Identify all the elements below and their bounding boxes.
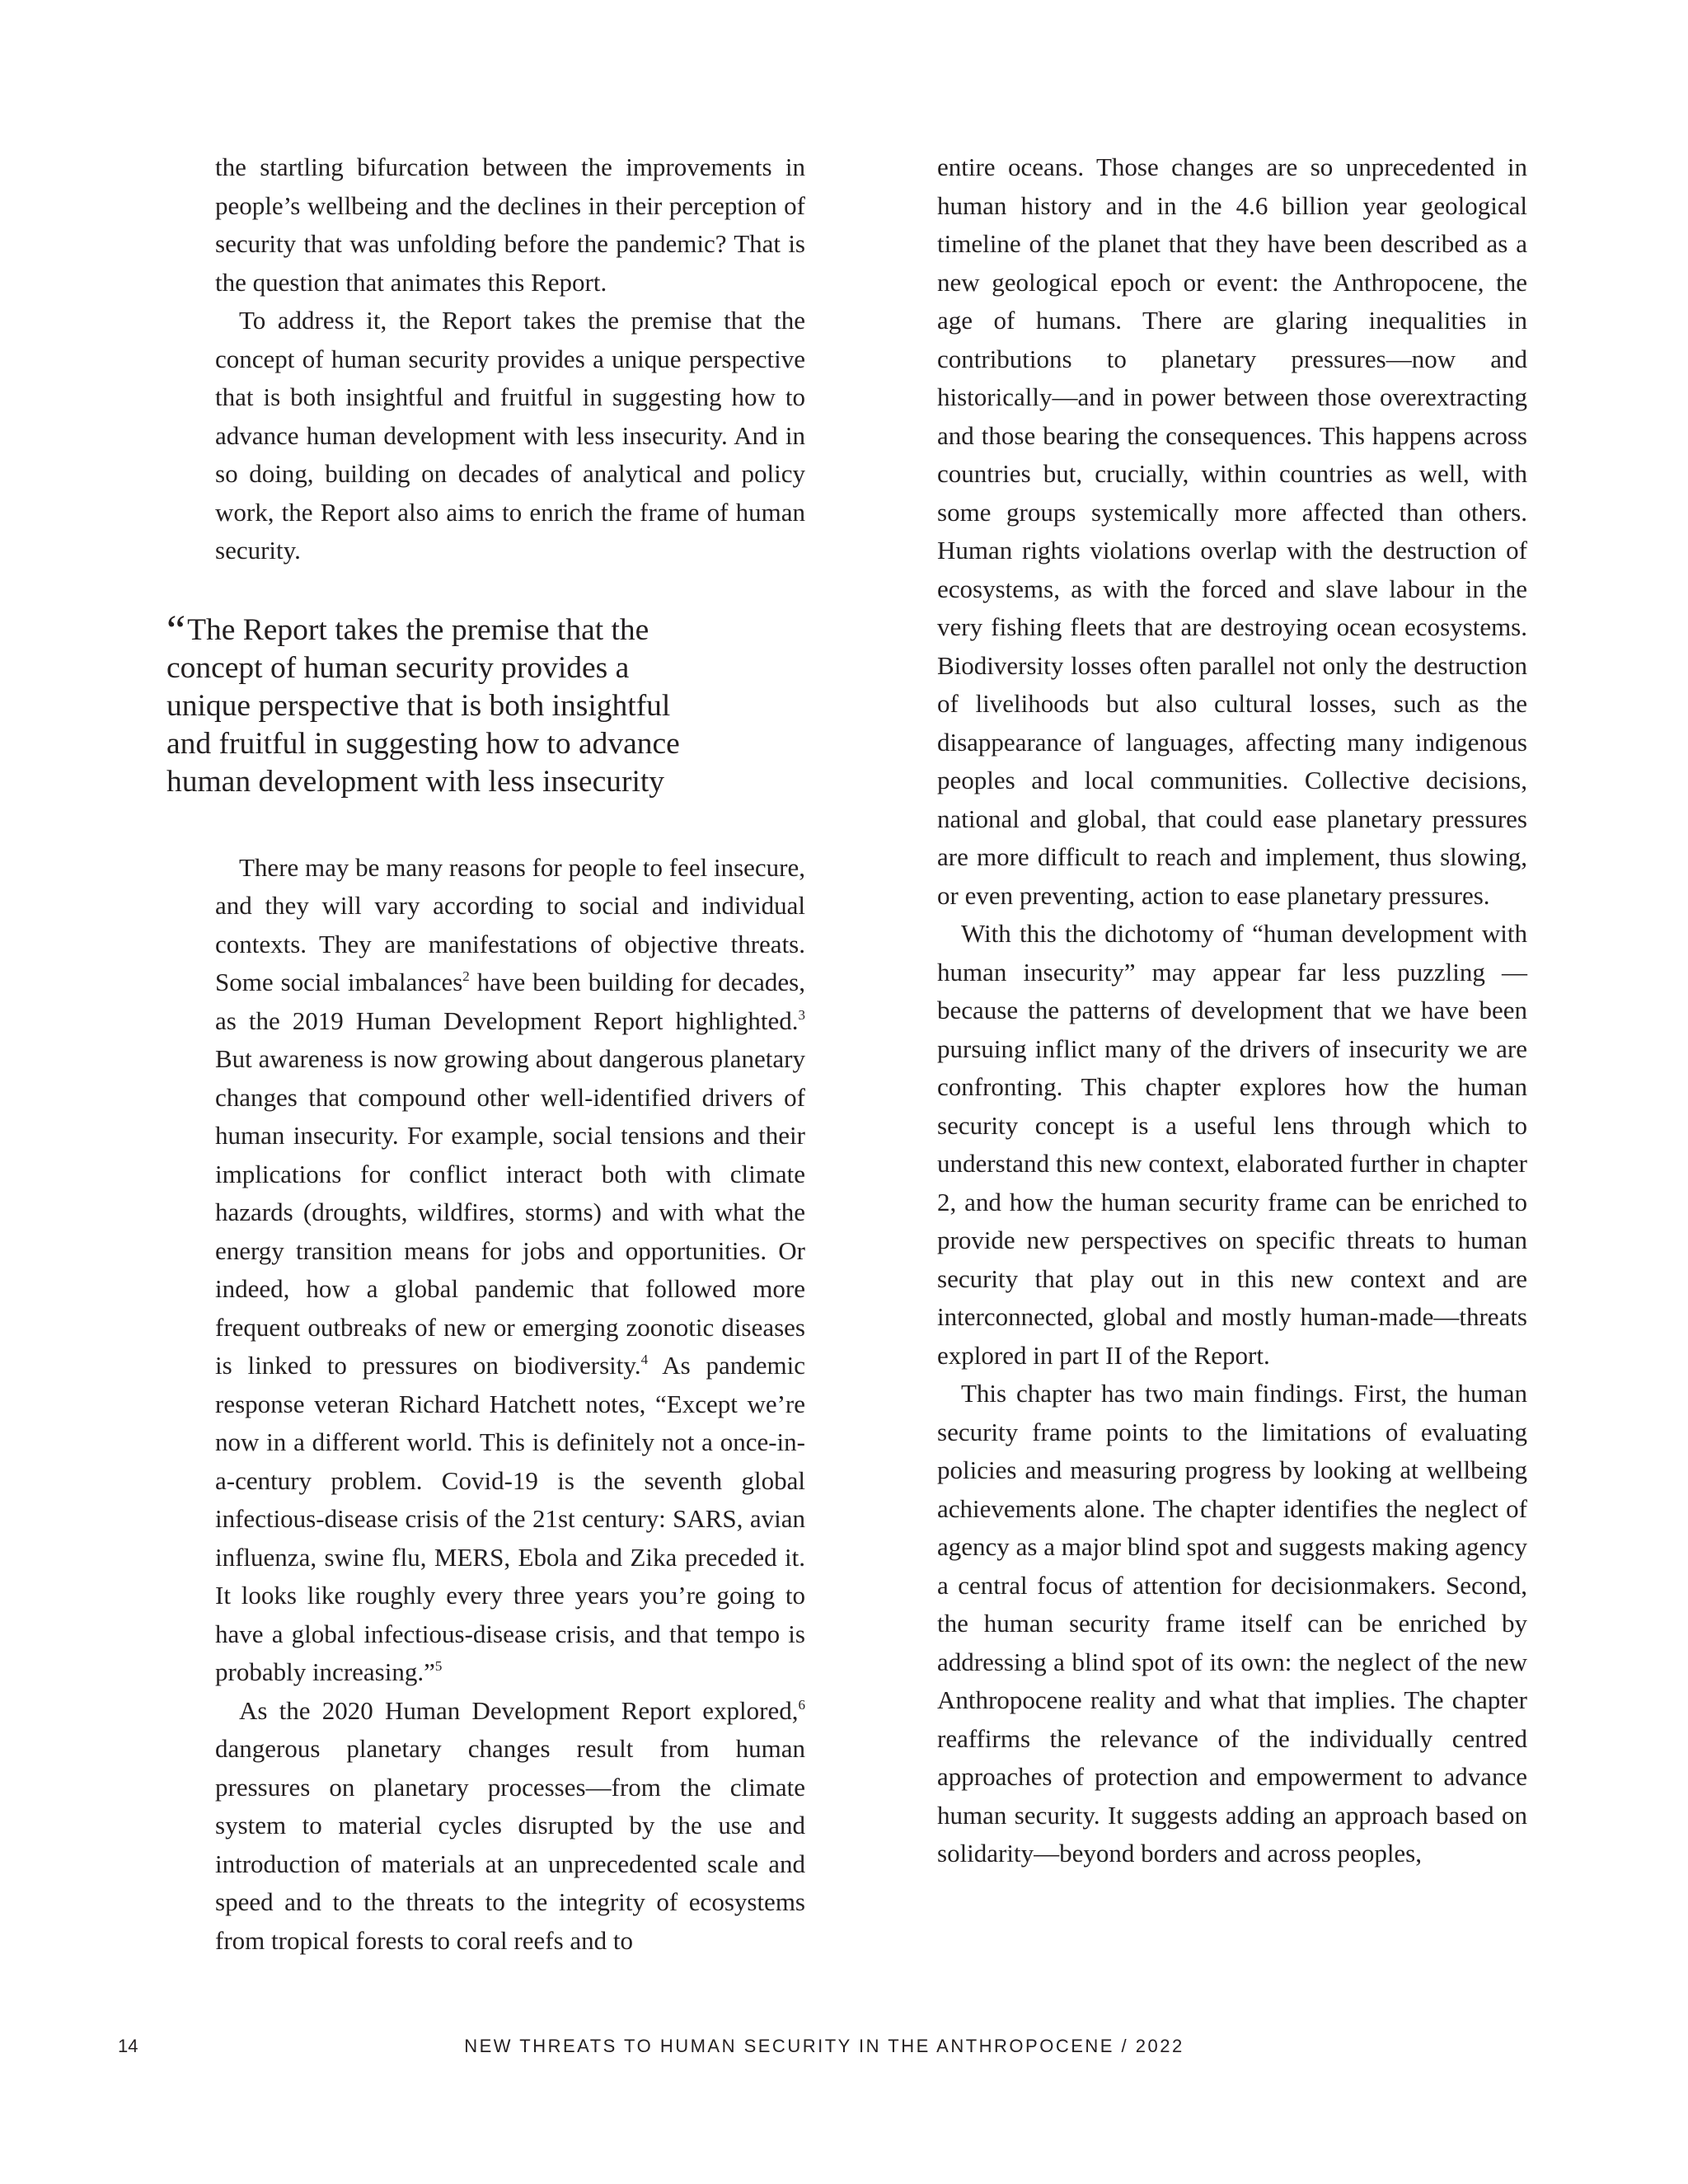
footnote-ref: 6	[798, 1696, 805, 1713]
quote-mark: “	[166, 607, 186, 654]
paragraph	[215, 849, 805, 1692]
paragraph-text: There may be many reasons for people to feel insecure, and they will vary according to social and individual contexts. They are manifestations of objective threats. Some social imbalances	[215, 852, 805, 996]
paragraph-text: As pandemic response veteran Richard Hatchett notes, “Except we’re now in a different world. This is definitely not a once-in-a-century problem. Covid-19 is the seventh global infectious-disease crisis of the 21st century: SARS, avian influenza, swine flu, MERS, Ebola and Zika preceded it. It looks like roughly every three years you’re going to have a global infectious-disease crisis, and that tempo is probably increasing.”	[215, 1351, 806, 1686]
page-number: 14	[118, 2036, 138, 2056]
running-title: NEW THREATS TO HUMAN SECURITY IN THE ANTHROPOCENE / 2022	[464, 2036, 1184, 2056]
footnote-ref: 5	[434, 1658, 443, 1674]
paragraph: This chapter has two main findings. First, the human security frame points to the limitations of evaluating policies and measuring progress by looking at wellbeing achievements alone. The chapter identifies the neglect of agency as a major blind spot and suggests making agency a central focus of attention for decisionmakers. Second, the human security frame itself can be enriched by addressing a blind spot of its own: the neglect of the new Anthropocene reality and what that implies. The chapter reaffirms the relevance of the individually centred approaches of protection and empowerment to advance human security. It suggests adding an approach based on solidarity—beyond borders and across peoples,	[937, 1379, 1527, 1868]
paragraph: entire oceans. Those changes are so unprecedented in human history and in the 4.6 billion year geological timeline of the planet that they have been described as a new geological epoch or event: the Anthropocene, the age of humans. There are glaring inequalities in contributions to planetary pressures—now and historically—and in power between those overextracting and those bearing the consequences. This happens across countries but, crucially, within countries as well, with some groups systemically more affected than others. Human rights violations overlap with the destruction of ecosystems, as with the forced and slave labour in the very fishing fleets that are destroying ocean ecosystems. Biodiversity losses often parallel not only the destruction of livelihoods but also cultural losses, such as the disappearance of languages, affecting many indigenous peoples and local communities. Collective decisions, national and global, that could ease planetary pressures are more difficult to reach and implement, thus slowing, or even preventing, action to ease planetary pressures.	[937, 152, 1527, 910]
pull-quote-text: The Report takes the premise that the concept of human security provides a unique perspective that is both insightful and fruitful in suggesting how to advance human development with less insecurity	[166, 612, 680, 799]
paragraph-text: have been building for decades, as the 2019 Human Development Report highlighted.	[215, 968, 805, 1035]
paragraph-text: As the 2020 Human Development Report explored,	[239, 1695, 799, 1725]
paragraph-text: dangerous planetary changes result from human pressures on planetary processes—from the climate system to material cycles disrupted by the use and introduction of materials at an unprecedented scale and speed and to the threats to the integrity of ecosystems from tropical forests to coral reefs and to	[215, 1734, 805, 1955]
paragraph: With this the dichotomy of “human development with human insecurity” may appear far less puzzling —because the patterns of development that we have been pursuing inflict many of the drivers of insecurity we are confronting. This chapter explores how the human security concept is a useful lens through which to understand this new context, elaborated further in chapter 2, and how the human security frame can be enriched to provide new perspectives on specific threats to human security that play out in this new context and are interconnected, global and mostly human-made—threats explored in part II of the Report.	[937, 919, 1527, 1370]
pull-quote	[166, 607, 710, 801]
left-column	[166, 148, 806, 1960]
paragraph	[215, 1692, 805, 1961]
footnote-ref: 4	[640, 1352, 649, 1367]
paragraph-text: But awareness is now growing about dangerous planetary changes that compound other well-identified drivers of human insecurity. For example, social tensions and their implications for conflict interact both with climate hazards (droughts, wildfires, storms) and with what the energy transition means for jobs and opportunities. Or indeed, how a global pandemic that followed more frequent outbreaks of new or emerging zoonotic diseases is linked to pressures on biodiversity.	[215, 1044, 805, 1380]
paragraph: To address it, the Report takes the premise that the concept of human security provides a unique perspective that is both insightful and fruitful in suggesting how to advance human development with less insecurity. And in so doing, building on decades of analytical and policy work, the Report also aims to enrich the frame of human security.	[215, 306, 805, 565]
paragraph: the startling bifurcation between the improvements in people’s wellbeing and the declines in their perception of security that was unfolding before the pandemic? That is the question that animates this Report.	[215, 152, 805, 297]
footnote-ref: 2	[462, 968, 470, 984]
right-column	[937, 148, 1527, 1873]
footnote-ref: 3	[798, 1006, 805, 1023]
